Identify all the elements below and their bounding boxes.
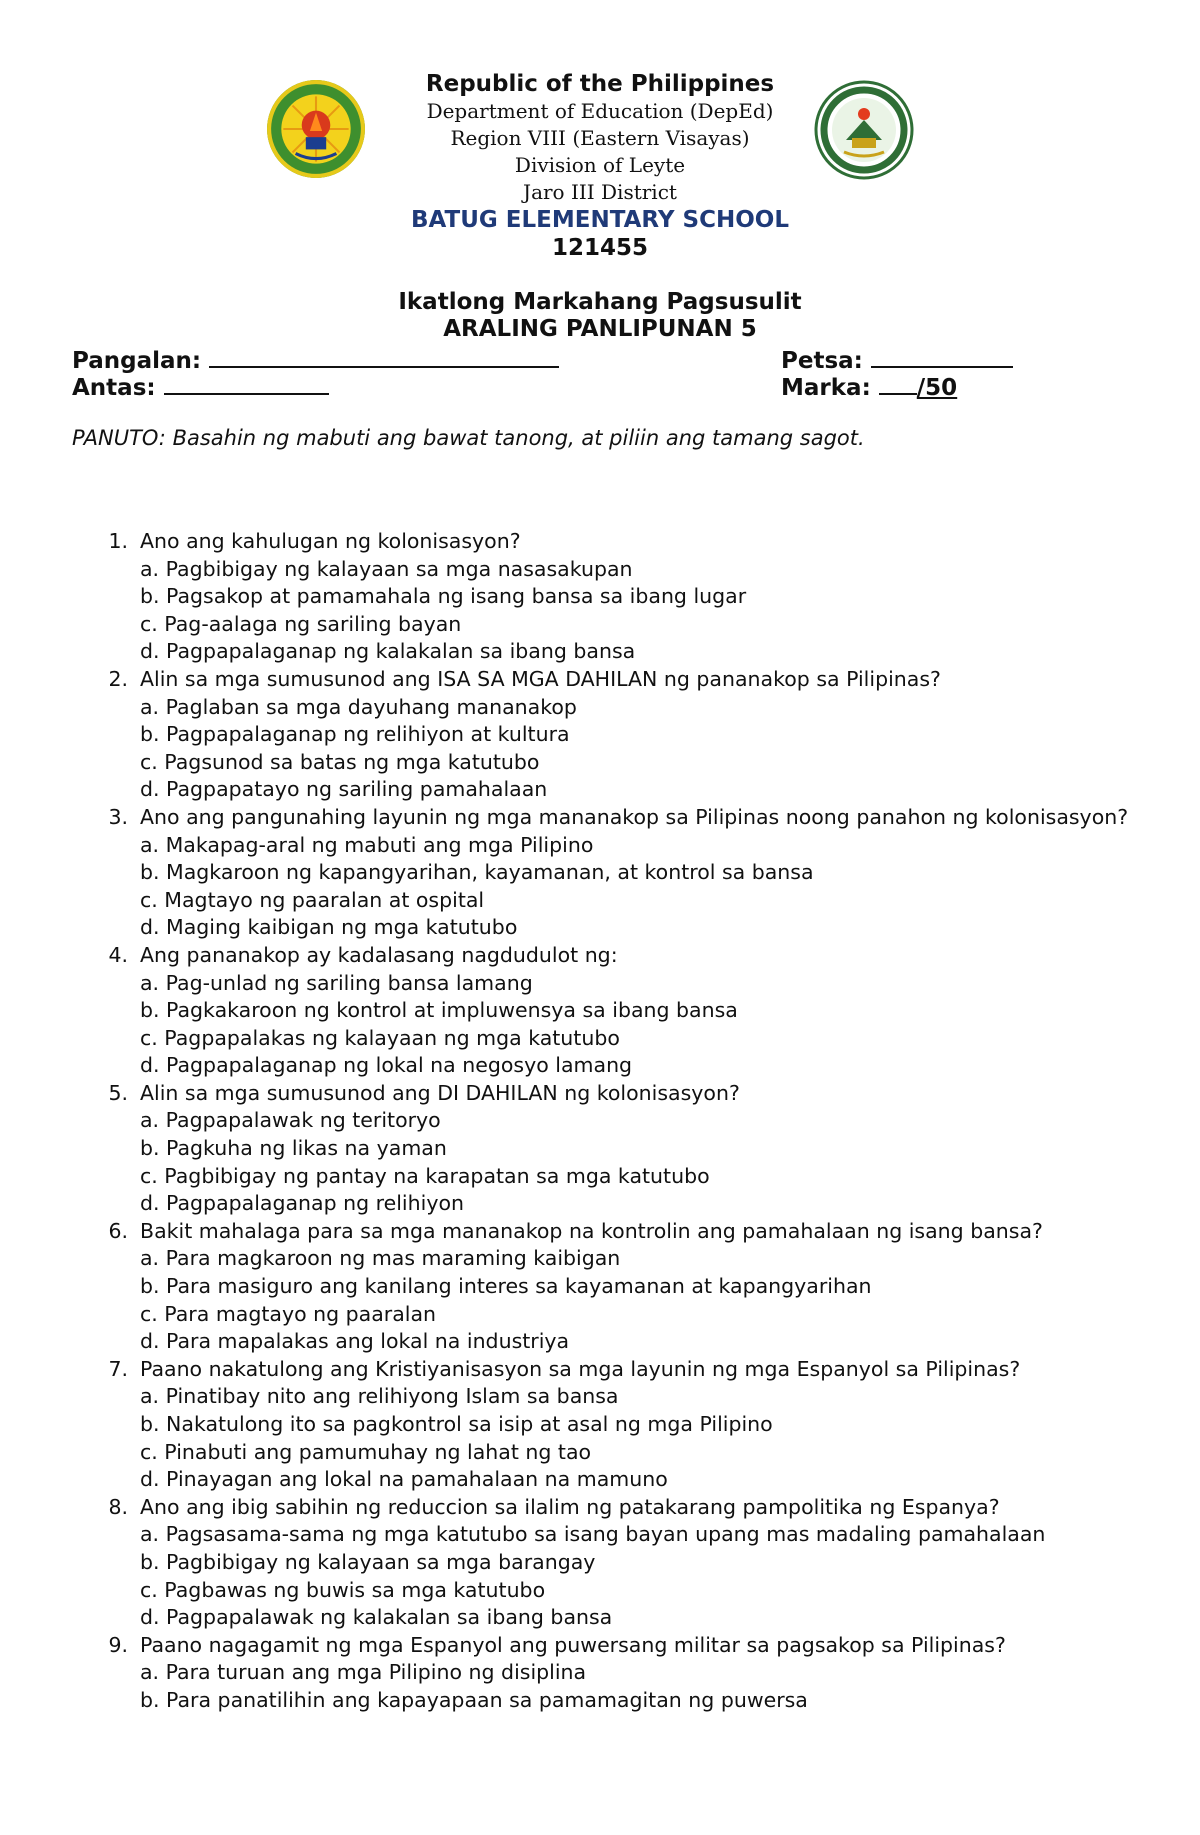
question-body [140, 1356, 1152, 1494]
question-number: 1. [108, 529, 128, 553]
question-body [140, 942, 1152, 1080]
answer-option[interactable]: a. Pagsasama-sama ng mga katutubo sa isang bayan upang mas madaling pamahalaan [140, 1522, 1046, 1547]
grade-field [72, 371, 329, 401]
question-item [72, 666, 1152, 804]
answer-option[interactable]: a. Para magkaroon ng mas maraming kaibigan [140, 1246, 621, 1271]
question-number: 3. [108, 804, 128, 829]
answer-option[interactable]: d. Pagpapalaganap ng lokal na negosyo lamang [140, 1053, 633, 1078]
question-text: Alin sa mga sumusunod ang ISA SA MGA DAHILAN ng pananakop sa Pilipinas? [140, 666, 941, 691]
answer-option[interactable]: b. Nakatulong ito sa pagkontrol sa isip at asal ng mga Pilipino [140, 1412, 773, 1436]
question-body [140, 1080, 1152, 1218]
answer-option[interactable]: b. Pagpapalaganap ng relihiyon at kultura [140, 722, 570, 747]
answer-option[interactable]: c. Pag-aalaga ng sariling bayan [140, 611, 462, 636]
answer-option[interactable]: c. Pagpapalakas ng kalayaan ng mga katutubo [140, 1025, 620, 1050]
answer-option[interactable]: c. Pagbibigay ng pantay na karapatan sa mga katutubo [140, 1163, 710, 1188]
question-text: Paano nakatulong ang Kristiyanisasyon sa mga layunin ng mga Espanyol sa Pilipinas? [140, 1356, 1021, 1381]
republic-heading: Republic of the Philippines [425, 71, 775, 97]
question-text: Ang pananakop ay kadalasang nagdudulot ng: [140, 942, 618, 967]
answer-option[interactable]: a. Pag-unlad ng sariling bansa lamang [140, 970, 533, 995]
question-text: Alin sa mga sumusunod ang DI DAHILAN ng kolonisasyon? [140, 1080, 740, 1105]
answer-option[interactable]: b. Pagbibigay ng kalayaan sa mga barangay [140, 1549, 596, 1574]
answer-option[interactable]: a. Pagpapalawak ng teritoryo [140, 1108, 441, 1133]
answer-option[interactable]: d. Pagpapalaganap ng relihiyon [140, 1191, 464, 1216]
district-line: Jaro III District [523, 180, 677, 204]
question-text: Bakit mahalaga para sa mga mananakop na kontrolin ang pamahalaan ng isang bansa? [140, 1218, 1043, 1243]
subject-title: ARALING PANLIPUNAN 5 [443, 316, 757, 342]
document-header [0, 70, 1200, 343]
question-number: 9. [108, 1632, 128, 1657]
answer-option[interactable]: b. Pagkakaroon ng kontrol at impluwensya sa ibang bansa [140, 998, 738, 1023]
answer-option[interactable]: b. Para panatilihin ang kapayapaan sa pamamagitan ng puwersa [140, 1687, 808, 1712]
answer-option[interactable]: a. Paglaban sa mga dayuhang mananakop [140, 694, 577, 719]
name-field [72, 344, 559, 374]
answer-option[interactable]: c. Pagbawas ng buwis sa mga katutubo [140, 1577, 546, 1602]
question-item [72, 942, 1152, 1080]
score-total: /50 [916, 375, 958, 401]
question-body [140, 1218, 1152, 1356]
region-line: Region VIII (Eastern Visayas) [450, 126, 750, 150]
name-label: Pangalan: [72, 348, 202, 374]
question-text: Ano ang pangunahing layunin ng mga mananakop sa Pilipinas noong panahon ng kolonisasyon? [140, 804, 1129, 829]
score-label: Marka: [781, 375, 871, 401]
name-blank[interactable] [209, 344, 559, 368]
department-line: Department of Education (DepEd) [426, 99, 774, 123]
answer-option[interactable]: b. Para masiguro ang kanilang interes sa kayamanan at kapangyarihan [140, 1274, 872, 1299]
date-label: Petsa: [781, 348, 863, 374]
question-number: 4. [108, 942, 128, 967]
score-field [781, 371, 957, 401]
question-item [72, 1218, 1152, 1356]
grade-blank[interactable] [164, 371, 329, 395]
question-item [72, 1080, 1152, 1218]
question-text: Paano nagagamit ng mga Espanyol ang puwersang militar sa pagsakop sa Pilipinas? [140, 1632, 1006, 1657]
answer-option[interactable]: a. Para turuan ang mga Pilipino ng disiplina [140, 1660, 587, 1685]
question-number: 2. [108, 666, 128, 691]
question-number: 5. [108, 1080, 128, 1105]
answer-option[interactable]: a. Pinatibay nito ang relihiyong Islam sa bansa [140, 1384, 619, 1409]
answer-option[interactable]: c. Pagsunod sa batas ng mga katutubo [140, 749, 540, 774]
question-number: 8. [108, 1494, 128, 1519]
date-blank[interactable] [871, 344, 1013, 368]
answer-option[interactable]: d. Pagpapalawak ng kalakalan sa ibang bansa [140, 1605, 613, 1630]
question-body [140, 1632, 1152, 1715]
answer-option[interactable]: d. Para mapalakas ang lokal na industriya [140, 1329, 570, 1354]
exam-title: Ikatlong Markahang Pagsusulit [398, 289, 802, 315]
question-item [72, 804, 1152, 942]
answer-option[interactable]: a. Makapag-aral ng mabuti ang mga Pilipino [140, 832, 594, 857]
answer-option[interactable]: b. Magkaroon ng kapangyarihan, kayamanan, at kontrol sa bansa [140, 860, 814, 885]
answer-option[interactable]: a. Pagbibigay ng kalayaan sa mga nasasakupan [140, 556, 633, 581]
question-item [72, 1632, 1152, 1715]
question-body [140, 528, 1152, 666]
answer-option[interactable]: d. Maging kaibigan ng mga katutubo [140, 915, 518, 940]
answer-option[interactable]: c. Para magtayo ng paaralan [140, 1301, 437, 1326]
answer-option[interactable]: c. Magtayo ng paaralan at ospital [140, 887, 485, 912]
instructions-label: PANUTO: [72, 426, 166, 450]
division-line: Division of Leyte [514, 153, 686, 177]
answer-option[interactable]: d. Pagpapatayo ng sariling pamahalaan [140, 777, 548, 802]
question-number: 6. [108, 1218, 128, 1243]
answer-option[interactable]: b. Pagkuha ng likas na yaman [140, 1136, 447, 1161]
question-item [72, 528, 1152, 666]
instructions-text: Basahin ng mabuti ang bawat tanong, at piliin ang tamang sagot. [172, 426, 865, 450]
question-body [140, 1494, 1152, 1632]
answer-option[interactable]: b. Pagsakop at pamamahala ng isang bansa sa ibang lugar [140, 584, 747, 609]
school-id: 121455 [551, 235, 649, 261]
answer-option[interactable]: d. Pinayagan ang lokal na pamahalaan na mamuno [140, 1467, 668, 1492]
instructions [72, 426, 865, 450]
grade-label: Antas: [72, 375, 156, 401]
question-item [72, 1494, 1152, 1632]
question-number: 7. [108, 1356, 128, 1381]
question-body [140, 666, 1152, 804]
question-body [140, 804, 1152, 942]
school-name: BATUG ELEMENTARY SCHOOL [411, 207, 789, 233]
question-text: Ano ang kahulugan ng kolonisasyon? [140, 529, 521, 553]
date-field [781, 344, 1013, 374]
question-list [72, 528, 1152, 1715]
score-blank[interactable] [879, 371, 917, 395]
answer-option[interactable]: c. Pinabuti ang pamumuhay ng lahat ng tao [140, 1439, 592, 1464]
question-text: Ano ang ibig sabihin ng reduccion sa ilalim ng patakarang pampolitika ng Espanya? [140, 1494, 1000, 1519]
answer-option[interactable]: d. Pagpapalaganap ng kalakalan sa ibang bansa [140, 639, 636, 664]
question-item [72, 1356, 1152, 1494]
